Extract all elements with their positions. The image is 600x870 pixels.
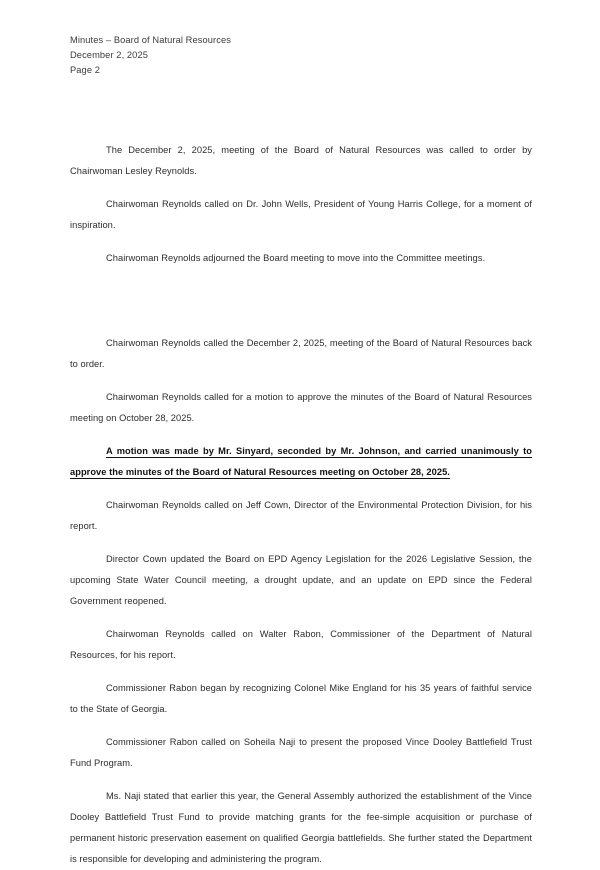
paragraph-epd-director-called: Chairwoman Reynolds called on Jeff Cown, Director of the Environmental Protection Division, for his report. xyxy=(70,500,532,531)
paragraph-back-to-order: Chairwoman Reynolds called the December 2, 2025, meeting of the Board of Natural Resources back to order. xyxy=(70,338,532,369)
paragraph-adjourn-to-committee: Chairwoman Reynolds adjourned the Board meeting to move into the Committee meetings. xyxy=(106,253,486,263)
page-header xyxy=(70,33,532,79)
paragraph-naji-called: Commissioner Rabon called on Soheila Naji to present the proposed Vince Dooley Battlefield Trust Fund Program. xyxy=(70,737,532,768)
paragraph-called-to-order: The December 2, 2025, meeting of the Board of Natural Resources was called to order by Chairwoman Lesley Reynolds. xyxy=(70,145,532,176)
section-opening-session xyxy=(70,140,532,269)
paragraph-commissioner-called: Chairwoman Reynolds called on Walter Rabon, Commissioner of the Department of Natural Resources, for his report. xyxy=(70,629,532,660)
header-title-line: Minutes – Board of Natural Resources xyxy=(70,35,231,45)
document-body xyxy=(70,140,532,870)
paragraph-epd-report-update: Director Cown updated the Board on EPD Agency Legislation for the 2026 Legislative Session, the upcoming State Water Council meeting, a drought update, and an update on EPD since the Federal Government reopened. xyxy=(70,554,532,606)
paragraph-moment-of-inspiration: Chairwoman Reynolds called on Dr. John Wells, President of Young Harris College, for a moment of inspiration. xyxy=(70,199,532,230)
header-page-number: Page 2 xyxy=(70,65,101,76)
section-reconvened-session xyxy=(70,333,532,870)
header-date-line: December 2, 2025 xyxy=(70,50,148,61)
paragraph-trust-fund-description: Ms. Naji stated that earlier this year, the General Assembly authorized the establishment of the Vince Dooley Battlefield Trust Fund to provide matching grants for the fee-simple acquisition or purchase of permanent historic preservation easement on qualified Georgia battlefields. She further stated the Department is responsible for developing and administering the program. xyxy=(70,791,532,864)
paragraph-colonel-recognition: Commissioner Rabon began by recognizing Colonel Mike England for his 35 years of faithful service to the State of Georgia. xyxy=(70,683,532,714)
paragraph-motion-carried: A motion was made by Mr. Sinyard, seconded by Mr. Johnson, and carried unanimously to approve the minutes of the Board of Natural Resources meeting on October 28, 2025. xyxy=(70,446,532,477)
paragraph-motion-called-for-minutes: Chairwoman Reynolds called for a motion to approve the minutes of the Board of Natural Resources meeting on October 28, 2025. xyxy=(70,392,532,423)
section-divider-gap xyxy=(70,269,532,333)
